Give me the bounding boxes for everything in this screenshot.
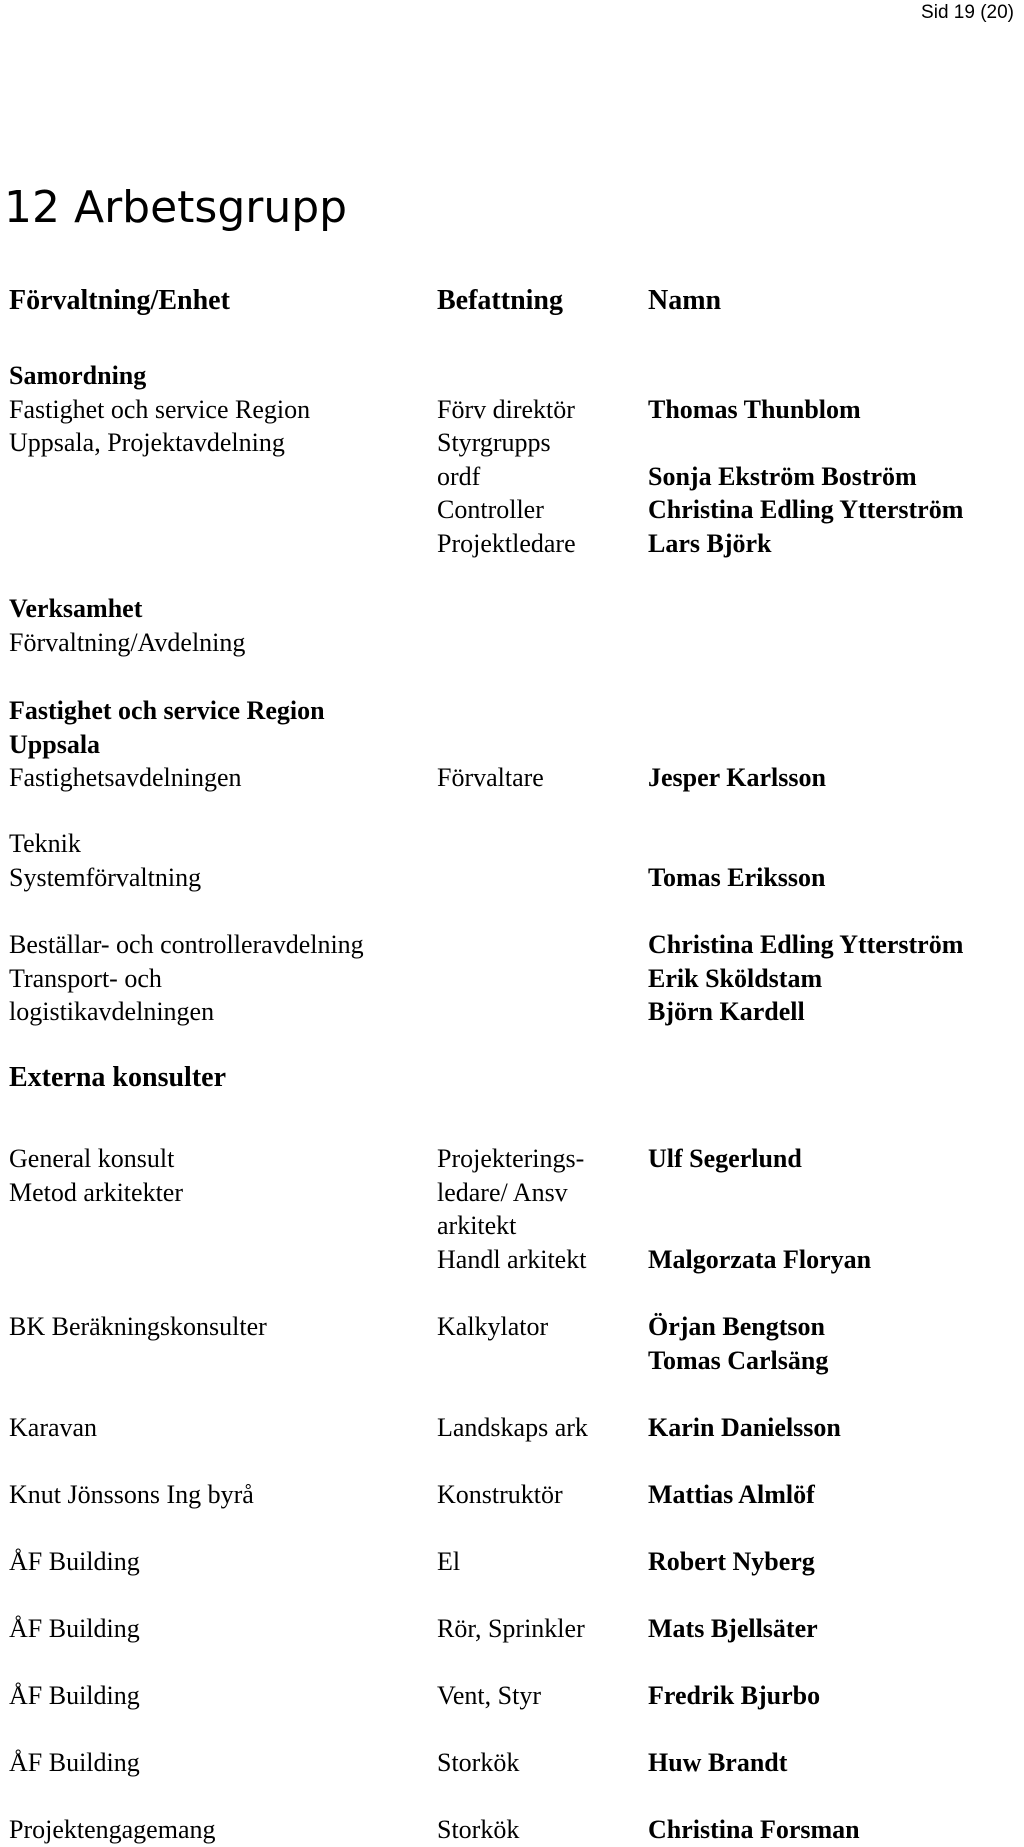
- unit-text: ÅF Building: [9, 1748, 140, 1777]
- samordning-names: [648, 393, 963, 561]
- unit-text: Knut Jönssons Ing byrå: [9, 1480, 254, 1509]
- role-text: Förvaltare: [437, 763, 544, 792]
- role-text: Controller: [437, 495, 544, 524]
- role-text: Styrgrupps: [437, 428, 551, 457]
- spacer: [648, 1176, 871, 1210]
- role-text: Handl arkitekt: [437, 1244, 587, 1274]
- bestallar-unit-line: Transport- och: [9, 963, 162, 993]
- page-number: Sid 19 (20): [921, 2, 1014, 23]
- fastighet-title: Fastighet och service Region: [9, 696, 325, 725]
- externa-title: Externa konsulter: [9, 1062, 226, 1093]
- person-name: Christina Forsman: [648, 1815, 860, 1844]
- role-text: Landskaps ark: [437, 1413, 588, 1442]
- samordning-roles: [437, 393, 576, 561]
- samordning-unit-line: Uppsala, Projektavdelning: [9, 428, 285, 457]
- bestallar-unit-line: logistikavdelningen: [9, 997, 215, 1026]
- person-name: Sonja Ekström Boström: [648, 461, 917, 491]
- general-unit-line: Metod arkitekter: [9, 1177, 183, 1207]
- person-name: Thomas Thunblom: [648, 394, 861, 424]
- person-name: Fredrik Bjurbo: [648, 1681, 821, 1710]
- unit-text: Karavan: [9, 1413, 98, 1442]
- general-unit-line: General konsult: [9, 1144, 175, 1173]
- spacer: [648, 426, 963, 460]
- bk-names: [648, 1310, 828, 1377]
- person-name: Christina Edling Ytterström: [648, 495, 964, 524]
- bestallar-unit-line: Beställar- och controlleravdelning: [9, 930, 364, 959]
- column-header-namn: Namn: [648, 285, 722, 316]
- spacer: [648, 1209, 871, 1243]
- person-name: Karin Danielsson: [648, 1413, 841, 1442]
- role-text: Kalkylator: [437, 1312, 549, 1341]
- fastighet-title: Uppsala: [9, 729, 101, 759]
- person-name: Jesper Karlsson: [648, 763, 826, 792]
- person-name: Huw Brandt: [648, 1748, 788, 1777]
- person-name: Mattias Almlöf: [648, 1480, 815, 1509]
- unit-text: BK Beräkningskonsulter: [9, 1312, 267, 1341]
- person-name: Erik Sköldstam: [648, 963, 823, 993]
- role-text: ledare/ Ansv: [437, 1177, 568, 1207]
- fastighet-unit-name: Fastighetsavdelningen: [9, 763, 242, 792]
- role-text: Storkök: [437, 1815, 520, 1844]
- role-text: Projektledare: [437, 528, 576, 558]
- teknik-unit-line: Systemförvaltning: [9, 862, 202, 892]
- role-text: Konstruktör: [437, 1480, 563, 1509]
- teknik-unit-line: Teknik: [9, 829, 81, 858]
- role-text: Vent, Styr: [437, 1681, 541, 1710]
- role-text: Rör, Sprinkler: [437, 1614, 585, 1643]
- person-name: Robert Nyberg: [648, 1547, 815, 1576]
- role-text: Storkök: [437, 1748, 520, 1777]
- unit-text: Projektengagemang: [9, 1815, 216, 1844]
- bestallar-unit: [9, 928, 364, 1029]
- samordning-unit-line: Fastighet och service Region: [9, 394, 311, 424]
- unit-text: ÅF Building: [9, 1614, 140, 1643]
- role-text: Förv direktör: [437, 394, 575, 424]
- teknik-unit: [9, 827, 201, 894]
- person-name: Örjan Bengtson: [648, 1312, 825, 1341]
- verksamhet-title: Verksamhet: [9, 594, 143, 623]
- person-name: Björn Kardell: [648, 997, 805, 1026]
- person-name: Ulf Segerlund: [648, 1144, 802, 1173]
- person-name: Tomas Carlsäng: [648, 1345, 829, 1375]
- person-name: Malgorzata Floryan: [648, 1244, 872, 1274]
- person-name: Tomas Eriksson: [648, 862, 826, 892]
- verksamhet-heading: [9, 592, 245, 659]
- column-header-forvaltning: Förvaltning/Enhet: [9, 285, 230, 316]
- column-header-befattning: Befattning: [437, 285, 563, 316]
- role-text: ordf: [437, 461, 481, 491]
- unit-text: ÅF Building: [9, 1681, 140, 1710]
- general-names: [648, 1142, 871, 1276]
- role-text: Projekterings-: [437, 1144, 585, 1173]
- role-text: El: [437, 1547, 461, 1576]
- unit-text: ÅF Building: [9, 1547, 140, 1576]
- verksamhet-subtitle: Förvaltning/Avdelning: [9, 627, 246, 657]
- person-name: Lars Björk: [648, 528, 772, 558]
- samordning-unit: [9, 359, 310, 460]
- general-roles: [437, 1142, 586, 1276]
- general-unit: [9, 1142, 183, 1209]
- bestallar-names: [648, 928, 963, 1029]
- section-heading: 12 Arbetsgrupp: [4, 182, 348, 233]
- samordning-title: Samordning: [9, 361, 147, 390]
- role-text: arkitekt: [437, 1211, 517, 1240]
- person-name: Mats Bjellsäter: [648, 1614, 818, 1643]
- person-name: Christina Edling Ytterström: [648, 930, 964, 959]
- fastighet-unit: [9, 694, 325, 795]
